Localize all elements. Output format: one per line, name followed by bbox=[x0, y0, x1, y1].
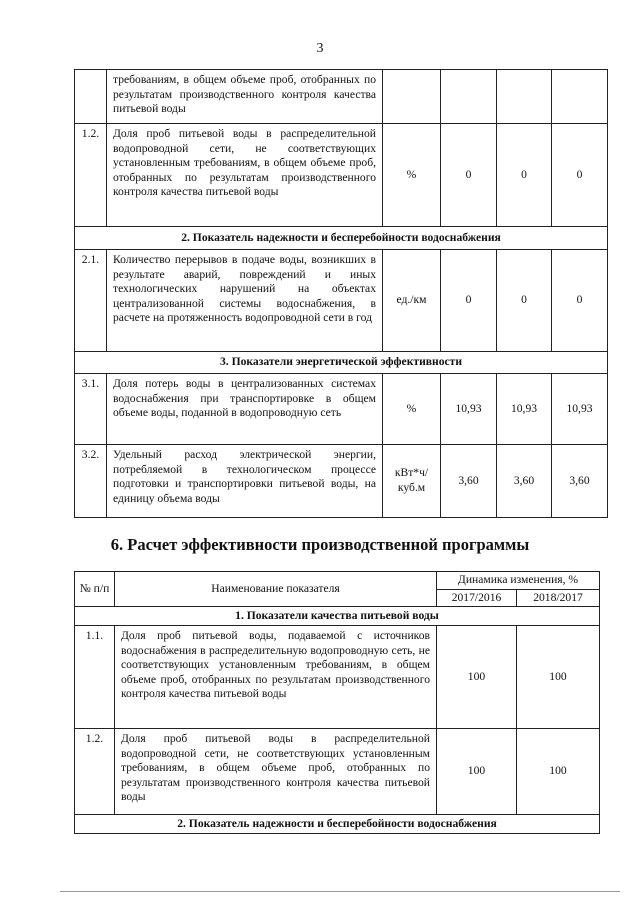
section-heading-row bbox=[75, 815, 600, 834]
row-description: требованиям, в общем объеме проб, отобранных по результатам производственного контроля качества питьевой воды bbox=[107, 70, 383, 124]
row-value: 100 bbox=[437, 729, 517, 815]
row-value bbox=[497, 70, 552, 124]
row-number bbox=[75, 70, 107, 124]
row-description: Доля потерь воды в централизованных системах водоснабжения при транспортировке в общем объеме воды, поданной в водопроводную сеть bbox=[107, 374, 383, 445]
row-value bbox=[441, 70, 497, 124]
table-row bbox=[75, 70, 608, 124]
table-row bbox=[75, 374, 608, 445]
section-heading: 2. Показатель надежности и бесперебойности водоснабжения bbox=[75, 227, 608, 250]
row-value: 100 bbox=[517, 626, 600, 729]
row-number: 1.2. bbox=[75, 729, 115, 815]
efficiency-table bbox=[74, 571, 600, 834]
row-value: 3,60 bbox=[552, 445, 608, 518]
row-unit bbox=[383, 70, 441, 124]
section-heading-row bbox=[75, 352, 608, 374]
row-number: 1.2. bbox=[75, 124, 107, 227]
row-value: 100 bbox=[517, 729, 600, 815]
header-year: 2018/2017 bbox=[517, 590, 600, 607]
row-value: 3,60 bbox=[497, 445, 552, 518]
row-value: 10,93 bbox=[441, 374, 497, 445]
header-dynamics: Динамика изменения, % bbox=[437, 572, 600, 590]
section-heading: 2. Показатель надежности и бесперебойности водоснабжения bbox=[75, 815, 600, 834]
header-row bbox=[75, 572, 600, 590]
section-title: 6. Расчет эффективности производственной программы bbox=[110, 535, 530, 554]
row-value: 10,93 bbox=[497, 374, 552, 445]
row-description: Доля проб питьевой воды в распределительной водопроводной сети, не соответствующих установленным требованиям, в общем объеме проб, отобранных по результатам производственного контроля качества питьевой воды bbox=[115, 729, 437, 815]
row-value: 0 bbox=[552, 250, 608, 352]
row-number: 3.1. bbox=[75, 374, 107, 445]
row-unit: ед./км bbox=[383, 250, 441, 352]
row-unit: % bbox=[383, 374, 441, 445]
row-value: 0 bbox=[552, 124, 608, 227]
row-value: 0 bbox=[441, 250, 497, 352]
row-number: 3.2. bbox=[75, 445, 107, 518]
header-number: № п/п bbox=[75, 572, 115, 607]
page-number: 3 bbox=[316, 41, 324, 56]
row-description: Количество перерывов в подаче воды, возникших в результате аварий, повреждений и иных технологических нарушений на объектах централизованной системы водоснабжения, в расчете на протяженность водопроводной сети в год bbox=[107, 250, 383, 352]
row-description: Доля проб питьевой воды в распределительной водопроводной сети, не соответствующих установленным требованиям, в общем объеме проб, отобранных по результатам производственного контроля качества питьевой воды bbox=[107, 124, 383, 227]
row-number: 1.1. bbox=[75, 626, 115, 729]
section-heading: 1. Показатели качества питьевой воды bbox=[75, 607, 600, 626]
header-name: Наименование показателя bbox=[115, 572, 437, 607]
table-row bbox=[75, 445, 608, 518]
table-row bbox=[75, 124, 608, 227]
section-heading-row bbox=[75, 227, 608, 250]
page-edge-line bbox=[60, 891, 620, 892]
row-number: 2.1. bbox=[75, 250, 107, 352]
indicators-table bbox=[74, 69, 608, 518]
table-row bbox=[75, 626, 600, 729]
table-row bbox=[75, 729, 600, 815]
row-description: Удельный расход электрической энергии, потребляемой в технологическом процессе подготовки и транспортировки питьевой воды, на единицу объема воды bbox=[107, 445, 383, 518]
row-value: 0 bbox=[497, 124, 552, 227]
row-unit: % bbox=[383, 124, 441, 227]
row-unit: кВт*ч/ куб.м bbox=[383, 445, 441, 518]
row-value: 3,60 bbox=[441, 445, 497, 518]
row-value: 0 bbox=[497, 250, 552, 352]
row-value: 0 bbox=[441, 124, 497, 227]
table-row bbox=[75, 250, 608, 352]
row-value: 10,93 bbox=[552, 374, 608, 445]
header-year: 2017/2016 bbox=[437, 590, 517, 607]
section-heading-row bbox=[75, 607, 600, 626]
row-value bbox=[552, 70, 608, 124]
row-value: 100 bbox=[437, 626, 517, 729]
section-heading: 3. Показатели энергетической эффективности bbox=[75, 352, 608, 374]
row-description: Доля проб питьевой воды, подаваемой с источников водоснабжения в распределительную водопроводную сеть, не соответствующих установленным требованиям, в общем объеме проб, отобранных по результатам производственного контроля качества питьевой воды bbox=[115, 626, 437, 729]
